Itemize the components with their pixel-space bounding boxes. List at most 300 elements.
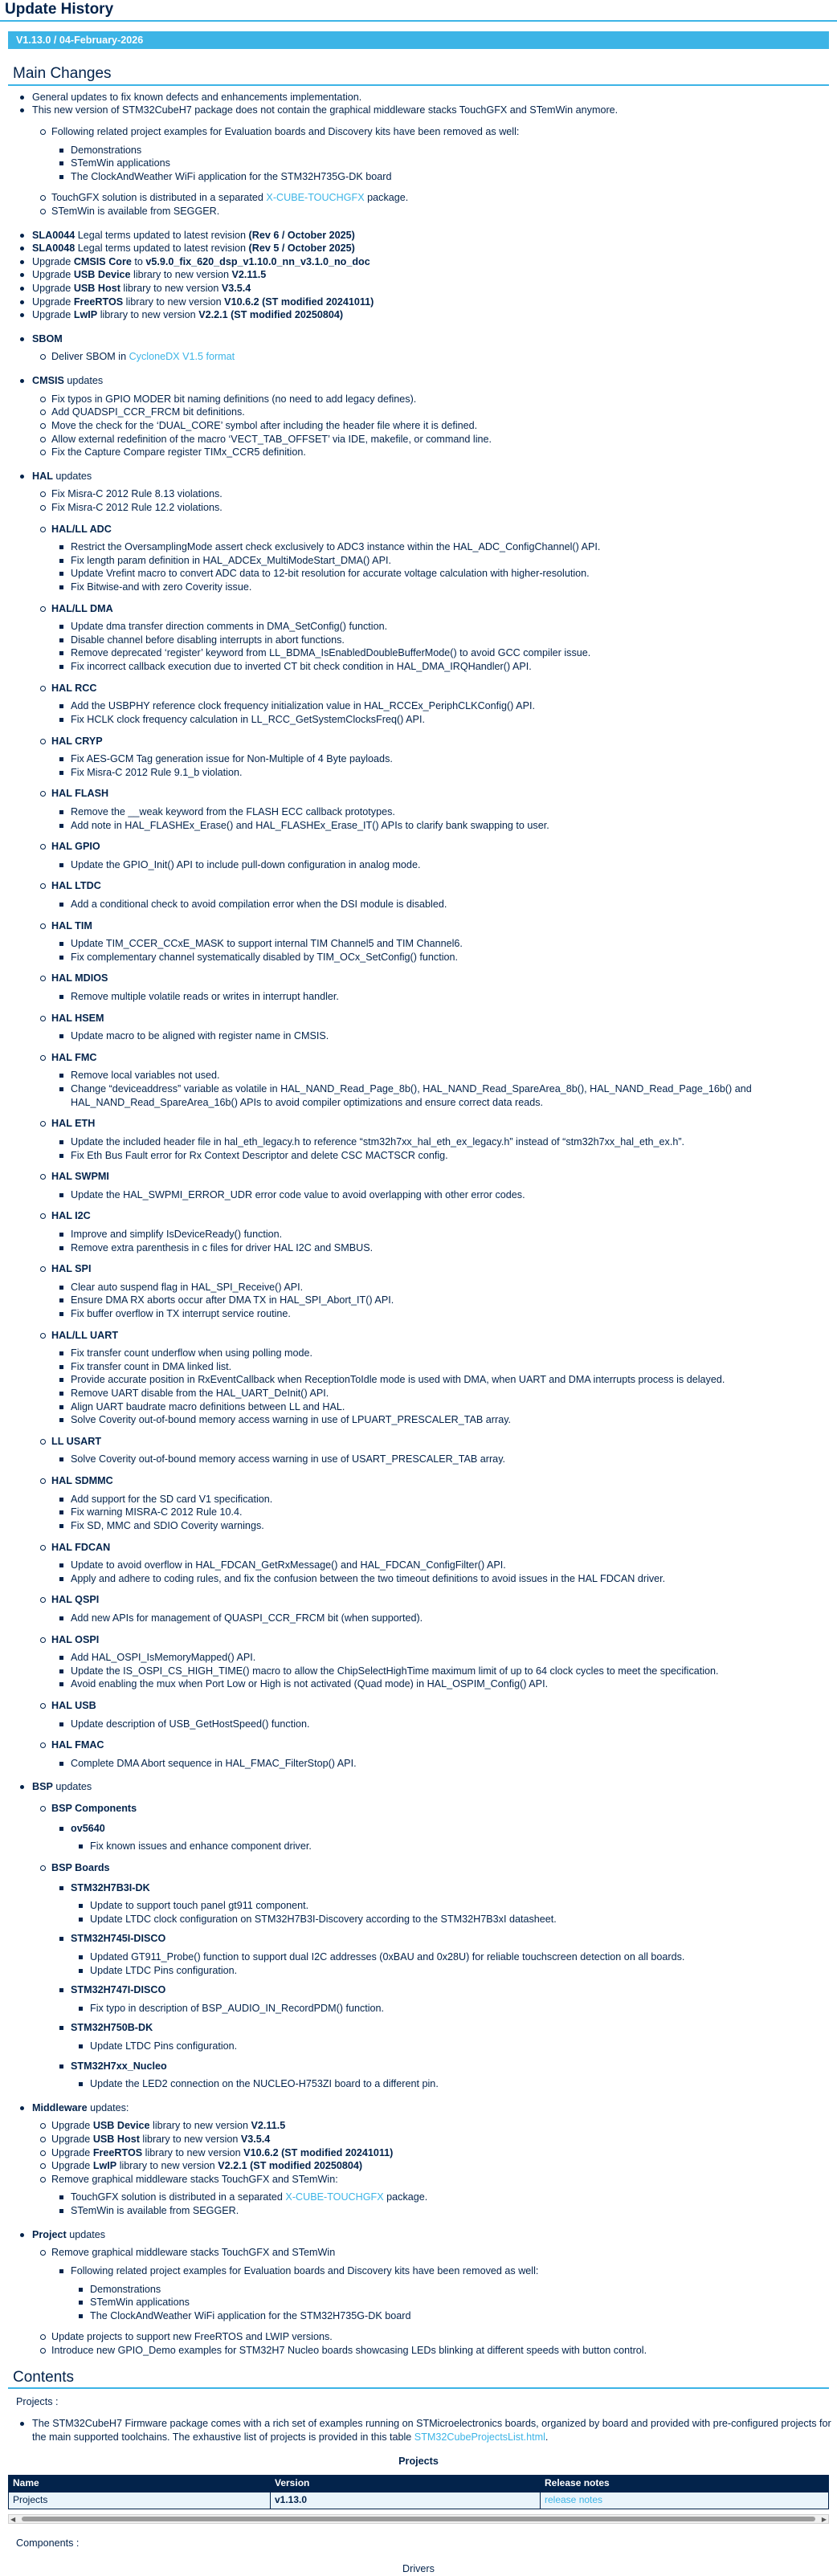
section-hal-fdcan	[51, 1541, 837, 1586]
text-run: Add a conditional check to avoid compilation error when the DSI module is disabled.	[71, 898, 447, 910]
section-hal-hsem	[51, 1012, 837, 1043]
link[interactable]: X-CUBE-TOUCHGFX	[285, 2191, 384, 2203]
text-run: Deliver SBOM in	[51, 351, 129, 363]
text-run: Solve Coverity out-of-bound memory access warning in use of LPUART_PRESCALER_TAB array.	[71, 1414, 512, 1426]
sub-list	[71, 990, 837, 1004]
sub-list	[71, 1347, 837, 1427]
list-item	[71, 567, 837, 581]
sub-list	[71, 1453, 837, 1466]
section-title: HAL/LL DMA	[51, 602, 113, 614]
list-item	[32, 268, 837, 282]
text-run: TouchGFX solution is distributed in a separated	[51, 192, 267, 204]
section-title: BSP Boards	[51, 1861, 110, 1873]
list-item	[51, 2159, 837, 2173]
text-run: Fix Eth Bus Fault error for Rx Context Descriptor and delete CSC MACTSCR config.	[71, 1149, 448, 1161]
list-item	[51, 2119, 837, 2133]
list-item	[51, 2133, 837, 2146]
list-item	[71, 1757, 837, 1771]
section-title-suffix: updates	[66, 2228, 106, 2240]
text-run: Update to avoid overflow in HAL_FDCAN_GetRxMessage() and HAL_FDCAN_ConfigFilter() API.	[71, 1559, 506, 1571]
text-run: Fix transfer count in DMA linked list.	[71, 1360, 232, 1372]
text-run: Upgrade	[51, 2146, 93, 2158]
list-item	[71, 1307, 837, 1321]
text-run: Upgrade	[51, 2134, 93, 2146]
list-item	[71, 1347, 837, 1360]
title-underline	[0, 20, 837, 22]
text-run: Complete DMA Abort sequence in HAL_FMAC_FilterStop() API.	[71, 1757, 357, 1769]
sub-list	[71, 2191, 837, 2217]
section-hal-ll-uart	[51, 1329, 837, 1427]
text-run: Following related project examples for Evaluation boards and Discovery kits have been removed as well:	[71, 2264, 539, 2276]
sub-list	[71, 1757, 837, 1771]
column-header-version: Version	[271, 2475, 541, 2492]
section-hal-ltdc	[51, 879, 837, 911]
list-item	[71, 634, 837, 647]
list-item	[71, 1360, 837, 1374]
list-item	[51, 419, 837, 433]
text-run: Fix Misra-C 2012 Rule 8.13 violations.	[51, 488, 223, 500]
main-changes-list	[0, 91, 837, 2358]
sub-list	[71, 752, 837, 779]
text-run: Update LTDC Pins configuration.	[90, 1964, 238, 1976]
section-title: HAL GPIO	[51, 841, 100, 853]
text-run: Provide accurate position in RxEventCallback when ReceptionToIdle mode is used with DMA, when UART and DMA interrupts process is delayed.	[71, 1374, 725, 1386]
list-item	[71, 752, 837, 766]
list-item	[32, 91, 837, 104]
text-run: USB Host	[73, 283, 120, 295]
sub-list	[51, 350, 837, 364]
text-run: Fix incorrect callback execution due to inverted CT bit check condition in HAL_DMA_IRQHandler() API.	[71, 661, 532, 673]
text-run: V10.6.2 (ST modified 20241011)	[243, 2146, 394, 2158]
section-title: HAL SPI	[51, 1263, 92, 1275]
list-item	[71, 1294, 837, 1307]
projects-table	[8, 2475, 829, 2509]
contents-heading: Contents	[13, 2368, 75, 2386]
sub-list	[71, 1822, 837, 1853]
sub-list	[71, 699, 837, 726]
text-run: Fix buffer overflow in TX interrupt service routine.	[71, 1308, 291, 1319]
list-item	[32, 296, 837, 309]
section-title: CMSIS	[32, 375, 64, 387]
list-item	[71, 1413, 837, 1427]
release-version-bar[interactable]: V1.13.0 / 04-February-2026	[8, 31, 829, 49]
list-item	[90, 2002, 837, 2016]
list-item	[71, 1188, 837, 1202]
list-item	[71, 1453, 837, 1466]
section-title: HAL SDMMC	[51, 1475, 113, 1487]
text-run: Restrict the OversamplingMode assert check exclusively to ADC3 instance within the HAL_ADC_ConfigChannel() API.	[71, 541, 601, 553]
text-run: Upgrade	[32, 296, 74, 308]
text-run: Fix HCLK clock frequency calculation in LL_RCC_GetSystemClocksFreq() API.	[71, 713, 425, 725]
list-item	[51, 446, 837, 459]
text-run: The ClockAndWeather WiFi application for the STM32H735G-DK board	[90, 2309, 411, 2321]
release-notes-link[interactable]: release notes	[545, 2493, 603, 2505]
list-item	[71, 805, 837, 819]
projects-table-title: Projects	[398, 2456, 439, 2468]
section-title: BSP Components	[51, 1803, 137, 1815]
text-run: Add QUADSPI_CCR_FRCM bit definitions.	[51, 406, 245, 418]
list-item	[71, 1572, 837, 1586]
project-version-cell: v1.13.0	[271, 2492, 541, 2509]
list-item	[71, 1559, 837, 1572]
sub-list	[71, 805, 837, 832]
text-run: library to new version	[142, 2146, 244, 2158]
text-run: STemWin applications	[71, 157, 170, 169]
sub-list	[71, 620, 837, 673]
list-item	[71, 937, 837, 951]
section-hal-cryp	[51, 735, 837, 780]
sub-list	[71, 1612, 837, 1625]
list-item	[90, 1899, 837, 1913]
text-run: General updates to fix known defects and enhancements implementation.	[32, 91, 362, 103]
list-item	[90, 1913, 837, 1926]
text-run: Add new APIs for management of QUASPI_CCR_FRCM bit (when supported).	[71, 1612, 423, 1624]
text-run: CMSIS Core	[73, 255, 132, 267]
text-run: Remove multiple volatile reads or writes in interrupt handler.	[71, 991, 339, 1003]
sub-list	[71, 2264, 837, 2322]
sub-list	[71, 1281, 837, 1321]
text-run: Add note in HAL_FLASHEx_Erase() and HAL_FLASHEx_Erase_IT() APIs to clarify bank swapping to user.	[71, 819, 549, 831]
text-run: Update macro to be aligned with register name in CMSIS.	[71, 1030, 329, 1042]
text-run: STemWin is available from SEGGER.	[71, 2205, 239, 2217]
section-stm32h7xx-nucleo	[71, 2060, 837, 2091]
text-run: Update to support touch panel gt911 component.	[90, 1900, 309, 1912]
text-run: Remove local variables not used.	[71, 1070, 220, 1082]
list-item	[51, 393, 837, 406]
list-item	[71, 1651, 837, 1665]
list-item	[32, 242, 837, 255]
section-hal-gpio	[51, 840, 837, 871]
section-title: HAL OSPI	[51, 1633, 100, 1645]
section-title: Middleware	[32, 2101, 88, 2113]
sub-list	[90, 1899, 837, 1926]
section-stm32h750b-dk	[71, 2021, 837, 2052]
section-middleware	[32, 2101, 837, 2218]
list-item	[51, 406, 837, 419]
sub-list	[51, 2246, 837, 2357]
section-title: HAL USB	[51, 1700, 96, 1712]
list-item	[71, 1493, 837, 1506]
section-title: HAL FMC	[51, 1051, 97, 1063]
text-run: V2.2.1 (ST modified 20250804)	[218, 2160, 363, 2172]
text-run: Following related project examples for Evaluation boards and Discovery kits have been removed as well:	[51, 125, 520, 137]
sub-list	[71, 1559, 837, 1585]
section-hal-flash	[51, 787, 837, 832]
text-run: FreeRTOS	[73, 296, 124, 308]
text-run: Fix length param definition in HAL_ADCEx_MultiModeStart_DMA() API.	[71, 554, 391, 566]
list-item	[71, 1612, 837, 1625]
text-run: Update the LED2 connection on the NUCLEO-H753ZI board to a different pin.	[90, 2078, 439, 2090]
text-run: v5.9.0_fix_620_dsp_v1.10.0_nn_v3.1.0_no_doc	[145, 255, 370, 267]
section-title: ov5640	[71, 1822, 105, 1834]
list-item	[71, 1519, 837, 1533]
text-run: Update TIM_CCER_CCxE_MASK to support internal TIM Channel5 and TIM Channel6.	[71, 938, 463, 950]
section-title-suffix: updates	[52, 1781, 92, 1793]
section-hal-swpmi	[51, 1170, 837, 1201]
section-hal-ll-adc	[51, 523, 837, 594]
section-hal-ll-dma	[51, 602, 837, 674]
scrollbar-thumb[interactable]	[22, 2517, 815, 2521]
section-title: HAL LTDC	[51, 880, 101, 892]
text-run: library to new version	[97, 309, 199, 321]
text-run: Demonstrations	[71, 144, 142, 156]
link[interactable]: CycloneDX V1.5 format	[129, 351, 235, 363]
section-title: HAL HSEM	[51, 1012, 104, 1024]
list-item	[71, 1228, 837, 1241]
section-title: SBOM	[32, 332, 63, 344]
list-item	[51, 350, 837, 364]
list-item	[51, 433, 837, 446]
section-hal-ospi	[51, 1633, 837, 1691]
section-title: HAL SWPMI	[51, 1171, 109, 1183]
list-item	[71, 660, 837, 674]
projects-list-link[interactable]: STM32CubeProjectsList.html	[414, 2431, 545, 2443]
text-run: Introduce new GPIO_Demo examples for STM32H7 Nucleo boards showcasing LEDs blinking at different speeds with button control.	[51, 2344, 647, 2356]
section-hal-sdmmc	[51, 1474, 837, 1532]
section-title: HAL/LL UART	[51, 1329, 119, 1341]
section-hal-qspi	[51, 1593, 837, 1624]
text-run: Fix transfer count underflow when using polling mode.	[71, 1347, 313, 1359]
text-run: TouchGFX solution is distributed in a separated	[71, 2191, 286, 2203]
section-hal-fmc	[51, 1051, 837, 1109]
section-hal-spi	[51, 1262, 837, 1320]
text-run: Update LTDC Pins configuration.	[90, 2040, 238, 2052]
section-title: Project	[32, 2228, 67, 2240]
column-header-name: Name	[9, 2475, 271, 2492]
text-run: V10.6.2 (ST modified 20241011)	[224, 296, 374, 308]
section-title-suffix: updates	[52, 470, 92, 482]
text-run: Upgrade	[32, 255, 74, 267]
list-item	[71, 858, 837, 872]
update-history-title: Update History	[5, 1, 114, 18]
list-item	[71, 170, 837, 184]
text-run: This new version of STM32CubeH7 package does not contain the graphical middleware stacks TouchGFX and STemWin anymore.	[32, 104, 619, 116]
text-run: STemWin is available from SEGGER.	[51, 206, 220, 217]
text-run: Improve and simplify IsDeviceReady() function.	[71, 1228, 283, 1240]
scroll-right-arrow-icon[interactable]: ▶	[821, 2515, 827, 2523]
section-hal-fmac	[51, 1738, 837, 1770]
list-item	[90, 1964, 837, 1978]
text-run: Update LTDC clock configuration on STM32H7B3I-Discovery according to the STM32H7B3xI datasheet.	[90, 1913, 557, 1925]
list-item	[51, 2344, 837, 2358]
text-run: Remove graphical middleware stacks TouchGFX and STemWin	[51, 2247, 336, 2259]
text-run: Upgrade	[32, 283, 74, 295]
components-label: Components :	[16, 2537, 80, 2549]
list-item	[32, 229, 837, 243]
text-run: USB Host	[92, 2134, 140, 2146]
section-cmsis	[32, 374, 837, 459]
list-item	[71, 1677, 837, 1691]
list-item	[90, 1840, 837, 1853]
section-stm32h745i-disco	[71, 1932, 837, 1977]
sub-list	[51, 487, 837, 1770]
text-run: Move the check for the ‘DUAL_CORE’ symbol after including the header file where it is defined.	[51, 419, 478, 431]
sub-list	[71, 1029, 837, 1043]
text-run: library to new version	[139, 2134, 241, 2146]
section-project	[32, 2228, 837, 2358]
text-run: Remove UART disable from the HAL_UART_DeInit() API.	[71, 1388, 329, 1400]
section-title-suffix: updates:	[87, 2101, 129, 2113]
list-item	[51, 501, 837, 515]
sub-list	[71, 1069, 837, 1109]
text-run: Fix Bitwise-and with zero Coverity issue.	[71, 581, 252, 593]
text-run: Fix typo in description of BSP_AUDIO_IN_RecordPDM() function.	[90, 2002, 385, 2014]
sub-list	[90, 1840, 837, 1853]
section-title: HAL CRYP	[51, 735, 103, 747]
section-title: HAL FMAC	[51, 1739, 104, 1751]
text-run: package.	[383, 2191, 428, 2203]
section-stm32h747i-disco	[71, 1983, 837, 2015]
sub-list	[90, 2077, 837, 2091]
sub-list	[90, 1950, 837, 1977]
text-run: Remove graphical middleware stacks TouchGFX and STemWin:	[51, 2173, 338, 2185]
section-hal-i2c	[51, 1209, 837, 1254]
scroll-left-arrow-icon[interactable]: ◀	[10, 2515, 16, 2523]
drivers-label: Drivers	[402, 2563, 435, 2575]
sub-list	[71, 1493, 837, 1533]
list-item	[71, 581, 837, 594]
list-item	[32, 308, 837, 322]
list-item	[51, 2146, 837, 2160]
section-title: STM32H747I-DISCO	[71, 1984, 166, 1996]
text-run: library to new version	[120, 283, 222, 295]
list-item	[71, 1029, 837, 1043]
project-name-cell: Projects	[9, 2492, 271, 2509]
section-hal-eth	[51, 1117, 837, 1162]
section-stm32h7b3i-dk	[71, 1881, 837, 1926]
text-run: Legal terms updated to latest revision	[75, 229, 249, 241]
text-run: Fix Misra-C 2012 Rule 9.1_b violation.	[71, 766, 243, 778]
text-run: Upgrade	[32, 309, 74, 321]
list-item	[71, 2264, 837, 2322]
text-run: Update the HAL_SWPMI_ERROR_UDR error code value to avoid overlapping with other error codes.	[71, 1188, 525, 1200]
sub-list	[51, 2119, 837, 2217]
section-title: STM32H7xx_Nucleo	[71, 2060, 167, 2072]
text-run: (Rev 6 / October 2025)	[248, 229, 355, 241]
list-item	[71, 1241, 837, 1255]
text-run: SLA0048	[32, 243, 76, 255]
section-hal-mdios	[51, 972, 837, 1003]
text-run: Update the included header file in hal_eth_legacy.h to reference “stm32h7xx_hal_eth_ex_legacy.h” instead of “stm32h7xx_hal_eth_ex.h”.	[71, 1135, 685, 1147]
list-item	[71, 766, 837, 780]
text-run: LwIP	[92, 2160, 117, 2172]
list-item	[71, 1135, 837, 1149]
sub-list	[71, 1228, 837, 1254]
list-item	[51, 2246, 837, 2322]
sub-list	[71, 1188, 837, 1202]
list-item	[71, 898, 837, 911]
text-run: Ensure DMA RX aborts occur after DMA TX in HAL_SPI_Abort_IT() API.	[71, 1294, 394, 1306]
list-item	[71, 1665, 837, 1678]
text-run: Demonstrations	[90, 2283, 161, 2295]
horizontal-scrollbar[interactable]	[8, 2514, 829, 2524]
list-item	[32, 282, 837, 296]
list-item	[71, 1069, 837, 1082]
section-title: HAL	[32, 470, 53, 482]
text-run: Update description of USB_GetHostSpeed() function.	[71, 1718, 310, 1730]
list-item	[90, 2309, 837, 2323]
text-run: Fix Misra-C 2012 Rule 12.2 violations.	[51, 501, 223, 513]
text-run: The ClockAndWeather WiFi application for the STM32H735G-DK board	[71, 170, 392, 182]
text-run: Update projects to support new FreeRTOS and LWIP versions.	[51, 2331, 333, 2343]
text-run: Apply and adhere to coding rules, and fix the confusion between the two timeout definitions to avoid issues in the HAL FDCAN driver.	[71, 1572, 666, 1584]
list-item	[71, 1281, 837, 1294]
main-changes-underline	[8, 84, 829, 86]
text-run: USB Device	[73, 269, 131, 281]
list-item	[71, 713, 837, 727]
table-row	[9, 2492, 829, 2509]
list-item	[71, 2204, 837, 2218]
text-run: library to new version	[130, 269, 232, 281]
list-item	[51, 2173, 837, 2218]
section-hal-tim	[51, 919, 837, 964]
release-notes-cell	[541, 2492, 829, 2509]
section-bsp-components	[51, 1802, 837, 1853]
text-run: to	[131, 255, 146, 267]
section-title: LL USART	[51, 1435, 102, 1447]
section-bsp	[32, 1780, 837, 2090]
section-hal	[32, 470, 837, 1771]
sub-list	[71, 1135, 837, 1162]
list-item	[51, 191, 837, 205]
list-item	[32, 255, 837, 269]
projects-text: The STM32CubeH7 Firmware package comes with a rich set of examples running on STMicroelectronics boards, organized by board and provided with pre-configured projects for the main supported toolchains. The exhaustive list of projects is provided in this table	[32, 2418, 831, 2443]
section-title: HAL FDCAN	[51, 1541, 111, 1553]
text-run: SLA0044	[32, 229, 76, 241]
text-run: Fix the Capture Compare register TIMx_CCR5 definition.	[51, 446, 306, 459]
text-run: Solve Coverity out-of-bound memory access warning in use of USART_PRESCALER_TAB array.	[71, 1453, 506, 1465]
text-run: package.	[364, 192, 409, 204]
list-item	[71, 1373, 837, 1387]
text-run: STemWin applications	[90, 2297, 190, 2309]
projects-label: Projects :	[16, 2396, 59, 2408]
section-ov5640	[71, 1822, 837, 1853]
projects-description	[32, 2417, 837, 2444]
link[interactable]: X-CUBE-TOUCHGFX	[266, 192, 365, 204]
text-run: Fix typos in GPIO MODER bit naming definitions (no need to add legacy defines).	[51, 393, 417, 405]
text-run: V2.11.5	[231, 269, 267, 281]
list-item	[71, 1400, 837, 1414]
text-run: Change “deviceaddress” variable as volatile in HAL_NAND_Read_Page_8b(), HAL_NAND_Read_SpareArea_8b(), HAL_NAND_Read_Page_16b() and HAL_NAND_Read_SpareArea_16b() APIs to avoid compiler optimizations and ensure correct data reads.	[71, 1083, 752, 1108]
section-title: STM32H7B3I-DK	[71, 1881, 150, 1893]
list-item	[51, 205, 837, 218]
list-item	[90, 2283, 837, 2297]
section-title-suffix: updates	[63, 375, 104, 387]
change-list	[32, 91, 837, 2358]
text-run: USB Device	[92, 2120, 150, 2132]
list-item	[90, 2040, 837, 2053]
text-run: Add the USBPHY reference clock frequency initialization value in HAL_RCCEx_PeriphCLKConfig() API.	[71, 700, 535, 712]
sub-list	[51, 125, 837, 218]
list-item	[51, 125, 837, 183]
section-title: HAL I2C	[51, 1210, 91, 1222]
section-hal-usb	[51, 1699, 837, 1730]
section-title: HAL MDIOS	[51, 972, 108, 984]
text-run: Update Vrefint macro to convert ADC data to 12-bit resolution for accurate voltage calculation with higher-resolution.	[71, 568, 590, 580]
section-bsp-boards	[51, 1861, 837, 2091]
section-title: HAL FLASH	[51, 788, 109, 800]
text-run: Add support for the SD card V1 specification.	[71, 1493, 273, 1505]
list-item	[32, 104, 837, 218]
text-run: Remove the __weak keyword from the FLASH ECC callback prototypes.	[71, 805, 395, 817]
sub-list	[90, 2040, 837, 2053]
list-item	[71, 540, 837, 554]
column-header-release-notes: Release notes	[541, 2475, 829, 2492]
list-item	[90, 1950, 837, 1964]
text-run: Upgrade	[51, 2160, 93, 2172]
text-run: FreeRTOS	[92, 2146, 143, 2158]
section-title: STM32H750B-DK	[71, 2022, 153, 2034]
